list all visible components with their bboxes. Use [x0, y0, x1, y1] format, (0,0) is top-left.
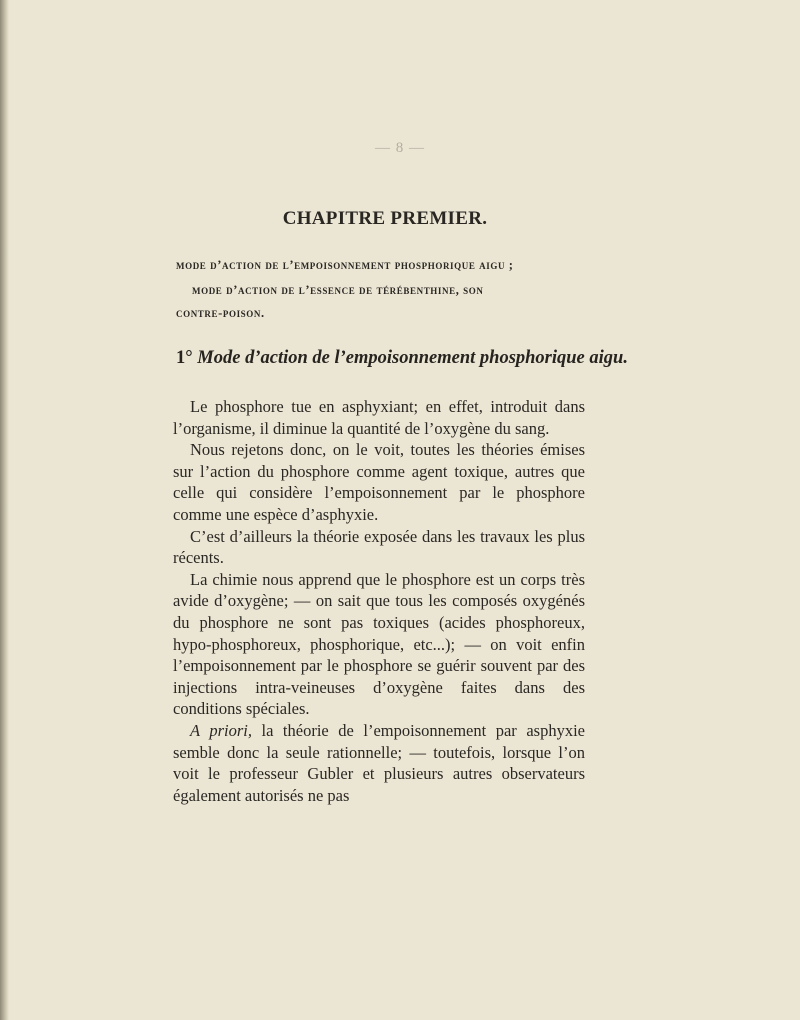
paragraph-a-priori	[173, 720, 585, 806]
chapter-subtitle-line-1: mode d’action de l’empoisonnement phosphorique aigu ;	[176, 258, 514, 272]
paragraph: C’est d’ailleurs la théorie exposée dans les travaux les plus récents.	[173, 526, 585, 568]
paragraph: La chimie nous apprend que le phosphore est un corps très avide d’oxygène; — on sait que tous les composés oxygénés du phosphore ne sont pas toxiques (acides phosphoreux, hypo-phosphoreux, phosphorique, etc...); — on voit enfin l’empoisonnement par le phosphore se guérir souvent par des injections intra-veineuses d’oxygène faites dans des conditions spéciales.	[173, 569, 585, 719]
a-priori-italic: A priori,	[190, 720, 252, 740]
section-heading	[176, 348, 628, 369]
body-text	[173, 396, 585, 806]
chapter-subtitle-line-2: mode d’action de l’essence de térébenthine, son	[192, 283, 484, 297]
chapter-subtitle-line-3: contre-poison.	[176, 306, 265, 320]
paragraph: Le phosphore tue en asphyxiant; en effet, introduit dans l’organisme, il diminue la quantité de l’oxygène du sang.	[173, 397, 585, 438]
paragraph: Nous rejetons donc, on le voit, toutes les théories émises sur l’action du phosphore comme agent toxique, autres que celle qui considère l’empoisonnement par le phosphore comme une espèce d’asphyxie.	[173, 440, 585, 524]
section-number: 1°	[176, 348, 193, 368]
page-number: — 8 —	[375, 140, 425, 156]
chapter-title: CHAPITRE PREMIER.	[282, 208, 488, 229]
a-priori-rest: la théorie de l’empoisonnement par asphyxie semble donc la seule rationnelle; — toutefois, lorsque l’on voit le professeur Gubler et plusieurs autres observateurs également autorisés ne pas	[173, 720, 585, 805]
section-heading-text: Mode d’action de l’empoisonnement phosphorique aigu.	[197, 348, 628, 368]
